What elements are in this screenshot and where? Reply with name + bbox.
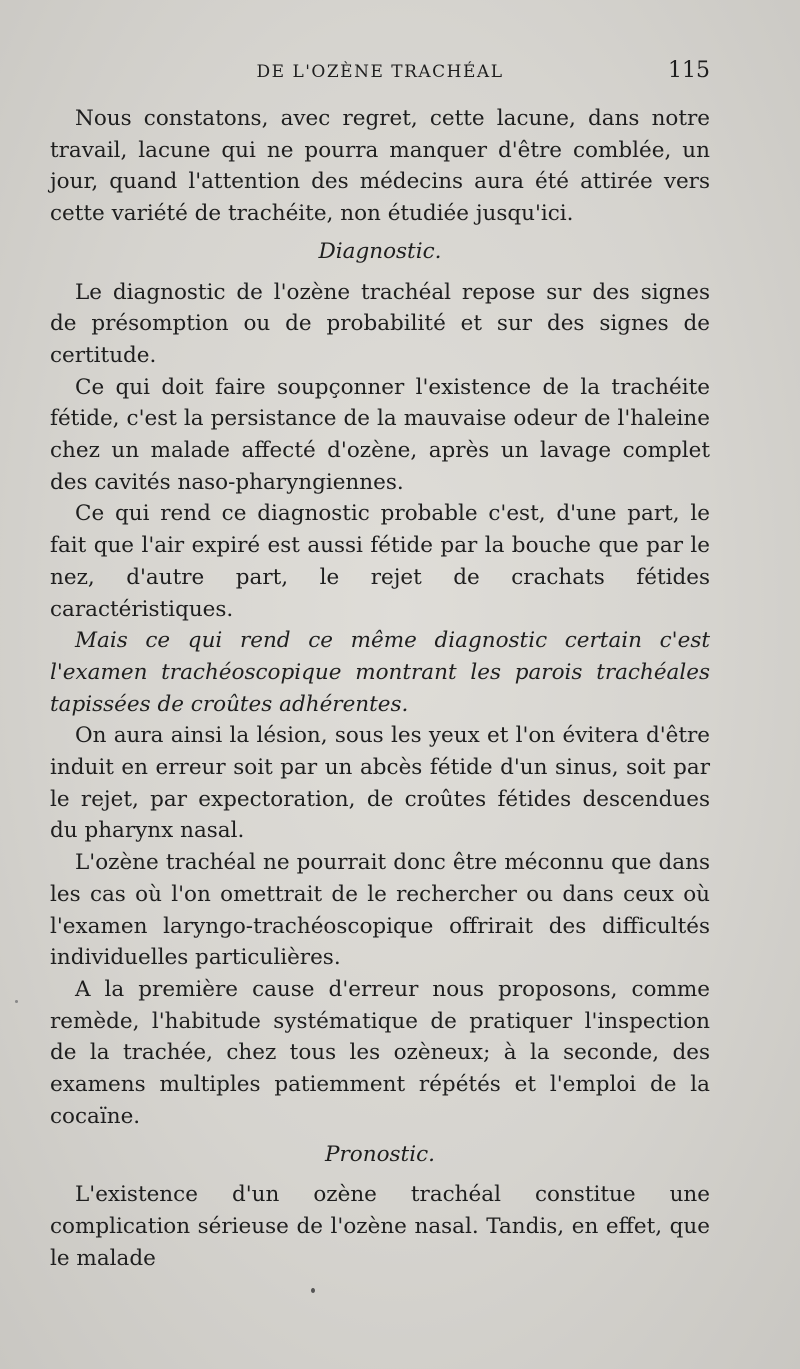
running-title: DE L'OZÈNE TRACHÉAL [256, 62, 504, 82]
ink-speck [311, 1288, 315, 1293]
paragraph-remede: A la première cause d'erreur nous proposons, comme remède, l'habitude systématique de pratiquer l'inspection de la trachée, chez tous les ozèneux; à la seconde, des examens multiples patiemment répétés et l'emploi de la cocaïne. [50, 976, 710, 1129]
page-number: 115 [668, 58, 710, 83]
paragraph-complication: L'existence d'un ozène trachéal constitue une complication sérieuse de l'ozène nasal. Tandis, en effet, que le malade [50, 1182, 710, 1271]
running-head [50, 58, 710, 88]
body-text [50, 103, 710, 1274]
paragraph-probable: Ce qui rend ce diagnostic probable c'est, d'une part, le fait que l'air expiré est aussi fétide par la bouche que par le nez, d'autre part, le rejet de crachats fétides caractéristiques. [50, 501, 710, 622]
paragraph-meconnu: L'ozène trachéal ne pourrait donc être méconnu que dans les cas où l'on omettrait de le rechercher ou dans ceux où l'examen laryngo-trachéoscopique offrirait des difficultés individuelles particulières. [50, 850, 710, 971]
paragraph-lesion: On aura ainsi la lésion, sous les yeux et l'on évitera d'être induit en erreur soit par un abcès fétide d'un sinus, soit par le rejet, par expectoration, de croûtes fétides descendues du pharynx nasal. [50, 723, 710, 844]
paragraph-soupconner: Ce qui doit faire soupçonner l'existence de la trachéite fétide, c'est la persistance de la mauvaise odeur de l'haleine chez un malade affecté d'ozène, après un lavage complet des cavités naso-pharyngiennes. [50, 374, 710, 495]
ink-speck-margin [15, 1000, 18, 1003]
section-heading-pronostic: Pronostic. [325, 1141, 435, 1167]
paragraph-certain: Mais ce qui rend ce même diagnostic certain c'est l'examen trachéoscopique montrant les parois trachéales tapissées de croûtes adhérentes. [50, 628, 710, 717]
paragraph-diagnostic-signes: Le diagnostic de l'ozène trachéal repose sur des signes de présomption ou de probabilité et sur des signes de certitude. [50, 279, 710, 368]
section-heading-diagnostic: Diagnostic. [318, 238, 442, 264]
paragraph-lacune: Nous constatons, avec regret, cette lacune, dans notre travail, lacune qui ne pourra manquer d'être comblée, un jour, quand l'attention des médecins aura été attirée vers cette variété de trachéite, non étudiée jusqu'ici. [50, 106, 710, 227]
